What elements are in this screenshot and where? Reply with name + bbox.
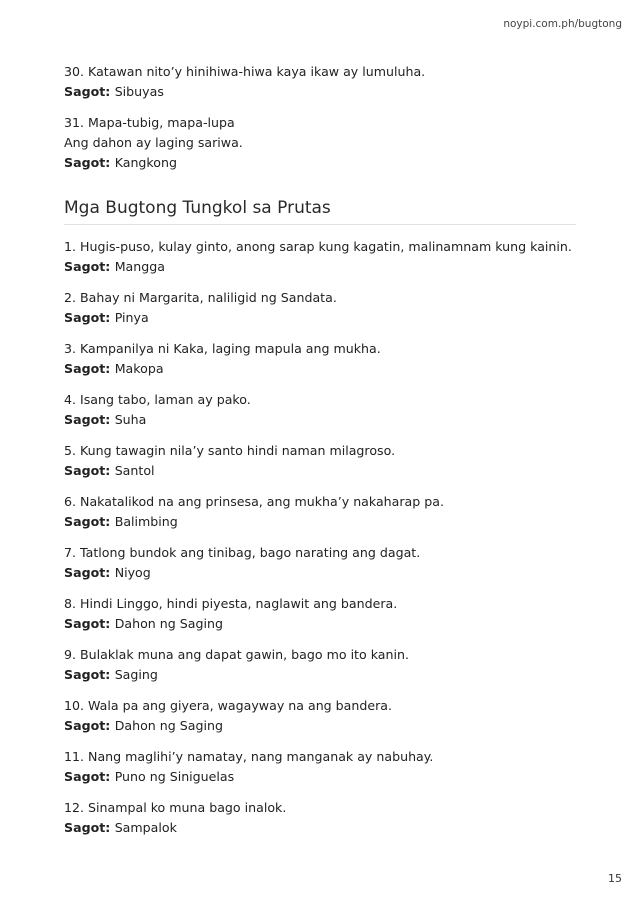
answer-label: Sagot: <box>64 155 115 170</box>
riddle-question <box>64 594 576 614</box>
riddle-question-line: Ang dahon ay laging sariwa. <box>64 135 243 150</box>
riddle-question-line: 4. Isang tabo, laman ay pako. <box>64 392 251 407</box>
answer-text: Balimbing <box>114 514 178 529</box>
riddle-item <box>64 390 576 430</box>
riddle-question-line: 12. Sinampal ko muna bago inalok. <box>64 800 287 815</box>
answer-text: Kangkong <box>114 155 177 170</box>
answer-text: Mangga <box>114 259 165 274</box>
riddle-answer <box>64 308 576 328</box>
riddle-question-line: 7. Tatlong bundok ang tinibag, bago narating ang dagat. <box>64 545 421 560</box>
answer-label: Sagot: <box>64 565 115 580</box>
riddle-list-fruits <box>64 237 576 838</box>
answer-text: Suha <box>114 412 147 427</box>
riddle-answer <box>64 614 576 634</box>
answer-label: Sagot: <box>64 310 115 325</box>
page-number: 15 <box>608 872 622 885</box>
riddle-item <box>64 441 576 481</box>
riddle-question <box>64 543 576 563</box>
section-title: Mga Bugtong Tungkol sa Prutas <box>64 198 576 225</box>
riddle-answer <box>64 410 576 430</box>
riddle-question <box>64 798 576 818</box>
answer-label: Sagot: <box>64 769 115 784</box>
riddle-answer <box>64 257 576 277</box>
riddle-question <box>64 113 576 153</box>
riddle-question-line: 30. Katawan nito’y hinihiwa-hiwa kaya ikaw ay lumuluha. <box>64 64 426 79</box>
riddle-question-line: 1. Hugis-puso, kulay ginto, anong sarap kung kagatin, malinamnam kung kainin. <box>64 239 572 254</box>
answer-text: Niyog <box>114 565 151 580</box>
answer-label: Sagot: <box>64 361 115 376</box>
answer-text: Makopa <box>114 361 164 376</box>
riddle-item <box>64 288 576 328</box>
header-url: noypi.com.ph/bugtong <box>503 18 622 30</box>
riddle-item <box>64 339 576 379</box>
riddle-question-line: 6. Nakatalikod na ang prinsesa, ang mukha’y nakaharap pa. <box>64 494 444 509</box>
riddle-item <box>64 237 576 277</box>
answer-text: Sibuyas <box>114 84 164 99</box>
answer-label: Sagot: <box>64 514 115 529</box>
answer-label: Sagot: <box>64 463 115 478</box>
answer-text: Santol <box>114 463 155 478</box>
riddle-question <box>64 288 576 308</box>
riddle-question <box>64 441 576 461</box>
riddle-question-line: 3. Kampanilya ni Kaka, laging mapula ang mukha. <box>64 341 381 356</box>
riddle-answer <box>64 716 576 736</box>
riddle-item <box>64 492 576 532</box>
riddle-item <box>64 594 576 634</box>
answer-text: Pinya <box>114 310 149 325</box>
riddle-question-line: 11. Nang maglihi’y namatay, nang manganak ay nabuhay. <box>64 749 434 764</box>
riddle-item <box>64 543 576 583</box>
riddle-answer <box>64 359 576 379</box>
riddle-answer <box>64 767 576 787</box>
riddle-question <box>64 62 576 82</box>
riddle-item <box>64 645 576 685</box>
riddle-question <box>64 645 576 665</box>
riddle-question-line: 8. Hindi Linggo, hindi piyesta, naglawit ang bandera. <box>64 596 398 611</box>
riddle-question-line: 10. Wala pa ang giyera, wagayway na ang bandera. <box>64 698 393 713</box>
riddle-question-line: 2. Bahay ni Margarita, naliligid ng Sandata. <box>64 290 337 305</box>
riddle-answer <box>64 512 576 532</box>
riddle-answer <box>64 82 576 102</box>
riddle-answer <box>64 563 576 583</box>
answer-text: Dahon ng Saging <box>114 616 223 631</box>
riddle-answer <box>64 818 576 838</box>
answer-label: Sagot: <box>64 259 115 274</box>
answer-text: Sampalok <box>114 820 177 835</box>
answer-label: Sagot: <box>64 820 115 835</box>
answer-label: Sagot: <box>64 616 115 631</box>
riddle-item <box>64 62 576 102</box>
riddle-question <box>64 696 576 716</box>
riddle-question <box>64 237 576 257</box>
riddle-question <box>64 390 576 410</box>
riddle-question-line: 31. Mapa-tubig, mapa-lupa <box>64 115 235 130</box>
riddle-item <box>64 696 576 736</box>
answer-label: Sagot: <box>64 412 115 427</box>
answer-label: Sagot: <box>64 667 115 682</box>
document-body <box>64 62 576 849</box>
riddle-question <box>64 339 576 359</box>
answer-text: Dahon ng Saging <box>114 718 223 733</box>
riddle-item <box>64 113 576 173</box>
riddle-question <box>64 492 576 512</box>
answer-text: Saging <box>114 667 158 682</box>
answer-text: Puno ng Siniguelas <box>114 769 235 784</box>
answer-label: Sagot: <box>64 84 115 99</box>
riddle-item <box>64 798 576 838</box>
riddle-list-previous <box>64 62 576 173</box>
riddle-question-line: 5. Kung tawagin nila’y santo hindi naman milagroso. <box>64 443 396 458</box>
answer-label: Sagot: <box>64 718 115 733</box>
riddle-answer <box>64 153 576 173</box>
riddle-item <box>64 747 576 787</box>
riddle-question-line: 9. Bulaklak muna ang dapat gawin, bago mo ito kanin. <box>64 647 409 662</box>
riddle-answer <box>64 461 576 481</box>
riddle-answer <box>64 665 576 685</box>
riddle-question <box>64 747 576 767</box>
